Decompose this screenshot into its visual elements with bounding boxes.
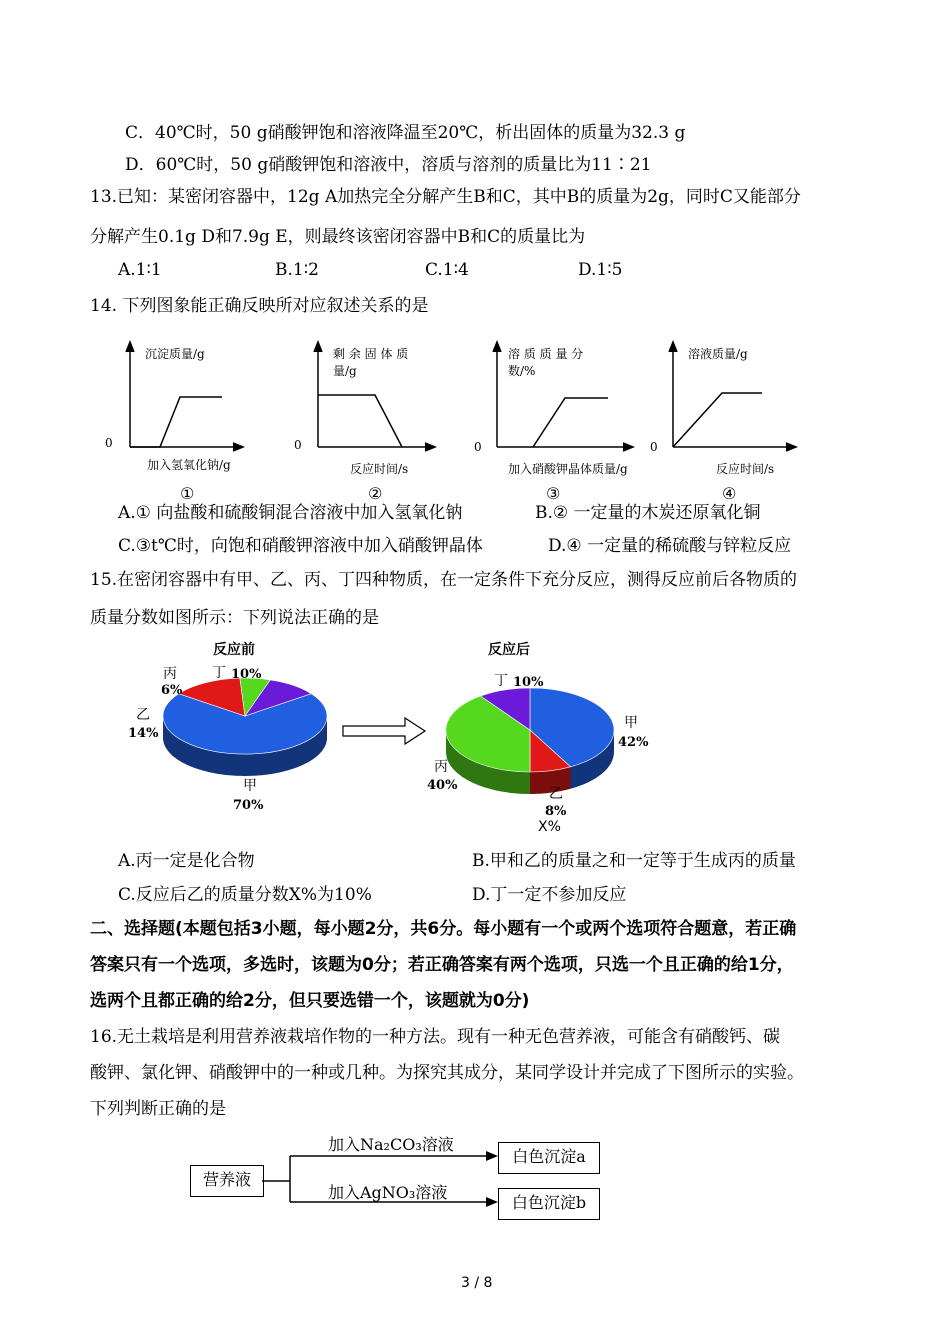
graph2-origin: 0 xyxy=(294,438,302,452)
pie-before-ding-pct: 10% xyxy=(231,667,262,682)
pie-before xyxy=(163,678,327,776)
q13-option-c: C.1∶4 xyxy=(425,260,469,280)
q13-option-a: A.1∶1 xyxy=(118,260,162,280)
q15-stem-line2: 质量分数如图所示：下列说法正确的是 xyxy=(90,608,379,628)
flow-source-box: 营养液 xyxy=(190,1165,264,1197)
pie-after-jia-label: 甲 xyxy=(624,715,638,731)
q16-stem-line3: 下列判断正确的是 xyxy=(90,1099,226,1119)
q12-option-c: C．40℃时，50 g硝酸钾饱和溶液降温至20℃，析出固体的质量为32.3 g xyxy=(125,123,686,143)
q14-option-d: D.④ 一定量的稀硫酸与锌粒反应 xyxy=(548,536,792,556)
q16-stem-line2: 酸钾、氯化钾、硝酸钾中的一种或几种。为探究其成分，某同学设计并完成了下图所示的实验。 xyxy=(90,1063,804,1083)
q15-option-d: D.丁一定不参加反应 xyxy=(472,885,627,905)
graph2-xlabel: 反应时间/s xyxy=(350,462,409,476)
pie-before-bing-pct: 6% xyxy=(161,683,183,698)
pie-before-jia-label: 甲 xyxy=(243,778,257,794)
flow-result2-box: 白色沉淀b xyxy=(498,1188,600,1220)
graph4-curve xyxy=(673,393,762,447)
q13-option-b: B.1∶2 xyxy=(275,260,319,280)
q12-option-d: D．60℃时，50 g硝酸钾饱和溶液中，溶质与溶剂的质量比为11∶21 xyxy=(125,155,652,175)
pie-before-yi-label: 乙 xyxy=(136,707,150,723)
q13-option-d: D.1∶5 xyxy=(578,260,623,280)
graph1-xlabel: 加入氢氧化钠/g xyxy=(147,458,231,472)
pie-after xyxy=(446,688,614,794)
pie-before-jia-pct: 70% xyxy=(233,798,264,813)
q16-flow-lines xyxy=(0,1140,950,1230)
graph1-origin: 0 xyxy=(105,436,113,450)
pie-after-bing-pct: 40% xyxy=(427,778,458,793)
graph4-number: ④ xyxy=(722,484,737,503)
pie-before-ding-label: 丁 xyxy=(212,665,226,681)
graph1-ylabel: 沉淀质量/g xyxy=(145,347,205,361)
pie-after-ding-label: 丁 xyxy=(494,673,508,689)
graph2-ylabel-line2: 量/g xyxy=(333,364,357,378)
section2-line2: 答案只有一个选项，多选时，该题为0分；若正确答案有两个选项，只选一个且正确的给1分， xyxy=(90,955,794,975)
transition-arrow xyxy=(343,718,425,744)
q14-graphs xyxy=(0,330,950,510)
q13-stem-line2: 分解产生0.1g D和7.9g E，则最终该密闭容器中B和C的质量比为 xyxy=(90,227,586,247)
graph1-number: ① xyxy=(180,484,195,503)
section2-line1: 二、选择题(本题包括3小题，每小题2分，共6分。每小题有一个或两个选项符合题意，若正确 xyxy=(90,919,797,939)
pie-after-title: 反应后 xyxy=(488,642,530,658)
pie-after-x-label: X% xyxy=(538,819,561,835)
graph3-ylabel-line1: 溶 质 质 量 分 xyxy=(508,347,584,361)
q16-stem-line1: 16.无土栽培是利用营养液栽培作物的一种方法。现有一种无色营养液，可能含有硝酸钙、碳 xyxy=(90,1027,781,1047)
graph2-number: ② xyxy=(368,484,383,503)
graph2-curve xyxy=(318,395,402,447)
pie-before-yi-pct: 14% xyxy=(128,726,159,741)
q14-stem: 14. 下列图象能正确反映所对应叙述关系的是 xyxy=(90,296,429,316)
q14-option-b: B.② 一定量的木炭还原氧化铜 xyxy=(535,503,761,523)
page-number: 3 / 8 xyxy=(461,1275,493,1291)
graph4-xlabel: 反应时间/s xyxy=(716,462,775,476)
pie-after-yi-pct: 8% xyxy=(545,804,567,819)
q13-stem-line1: 13.已知：某密闭容器中，12g A加热完全分解产生B和C，其中B的质量为2g，同时C又能部分 xyxy=(90,187,801,207)
graph3-origin: 0 xyxy=(474,440,482,454)
graph2-ylabel-line1: 剩 余 固 体 质 xyxy=(333,347,409,361)
pie-after-ding-pct: 10% xyxy=(513,675,544,690)
q15-option-c: C.反应后乙的质量分数X%为10% xyxy=(118,885,372,905)
graph4-origin: 0 xyxy=(650,440,658,454)
graph3-curve xyxy=(533,398,608,447)
pie-after-jia-pct: 42% xyxy=(618,735,649,750)
q15-stem-line1: 15.在密闭容器中有甲、乙、丙、丁四种物质，在一定条件下充分反应，测得反应前后各物质的 xyxy=(90,570,798,590)
pie-after-bing-label: 丙 xyxy=(434,759,448,775)
graph3-number: ③ xyxy=(546,484,561,503)
flow-result1-box: 白色沉淀a xyxy=(498,1142,600,1174)
q15-option-b: B.甲和乙的质量之和一定等于生成丙的质量 xyxy=(472,851,796,871)
q15-option-a: A.丙一定是化合物 xyxy=(118,851,255,871)
graph1-curve xyxy=(130,397,222,447)
flow-arrow1-label: 加入Na₂CO₃溶液 xyxy=(328,1135,454,1154)
q14-option-a: A.① 向盐酸和硫酸铜混合溶液中加入氢氧化钠 xyxy=(118,503,463,523)
pie-after-yi-label: 乙 xyxy=(549,786,563,802)
flow-arrow2-label: 加入AgNO₃溶液 xyxy=(328,1183,448,1202)
graph3-xlabel: 加入硝酸钾晶体质量/g xyxy=(508,462,628,476)
graph4-ylabel: 溶液质量/g xyxy=(688,347,748,361)
pie-before-title: 反应前 xyxy=(213,642,255,658)
section2-line3: 选两个且都正确的给2分，但只要选错一个，该题就为0分) xyxy=(90,991,530,1011)
pie-before-bing-label: 丙 xyxy=(163,666,177,682)
graph3-ylabel-line2: 数/% xyxy=(508,364,536,378)
q14-option-c: C.③t℃时，向饱和硝酸钾溶液中加入硝酸钾晶体 xyxy=(118,536,483,556)
